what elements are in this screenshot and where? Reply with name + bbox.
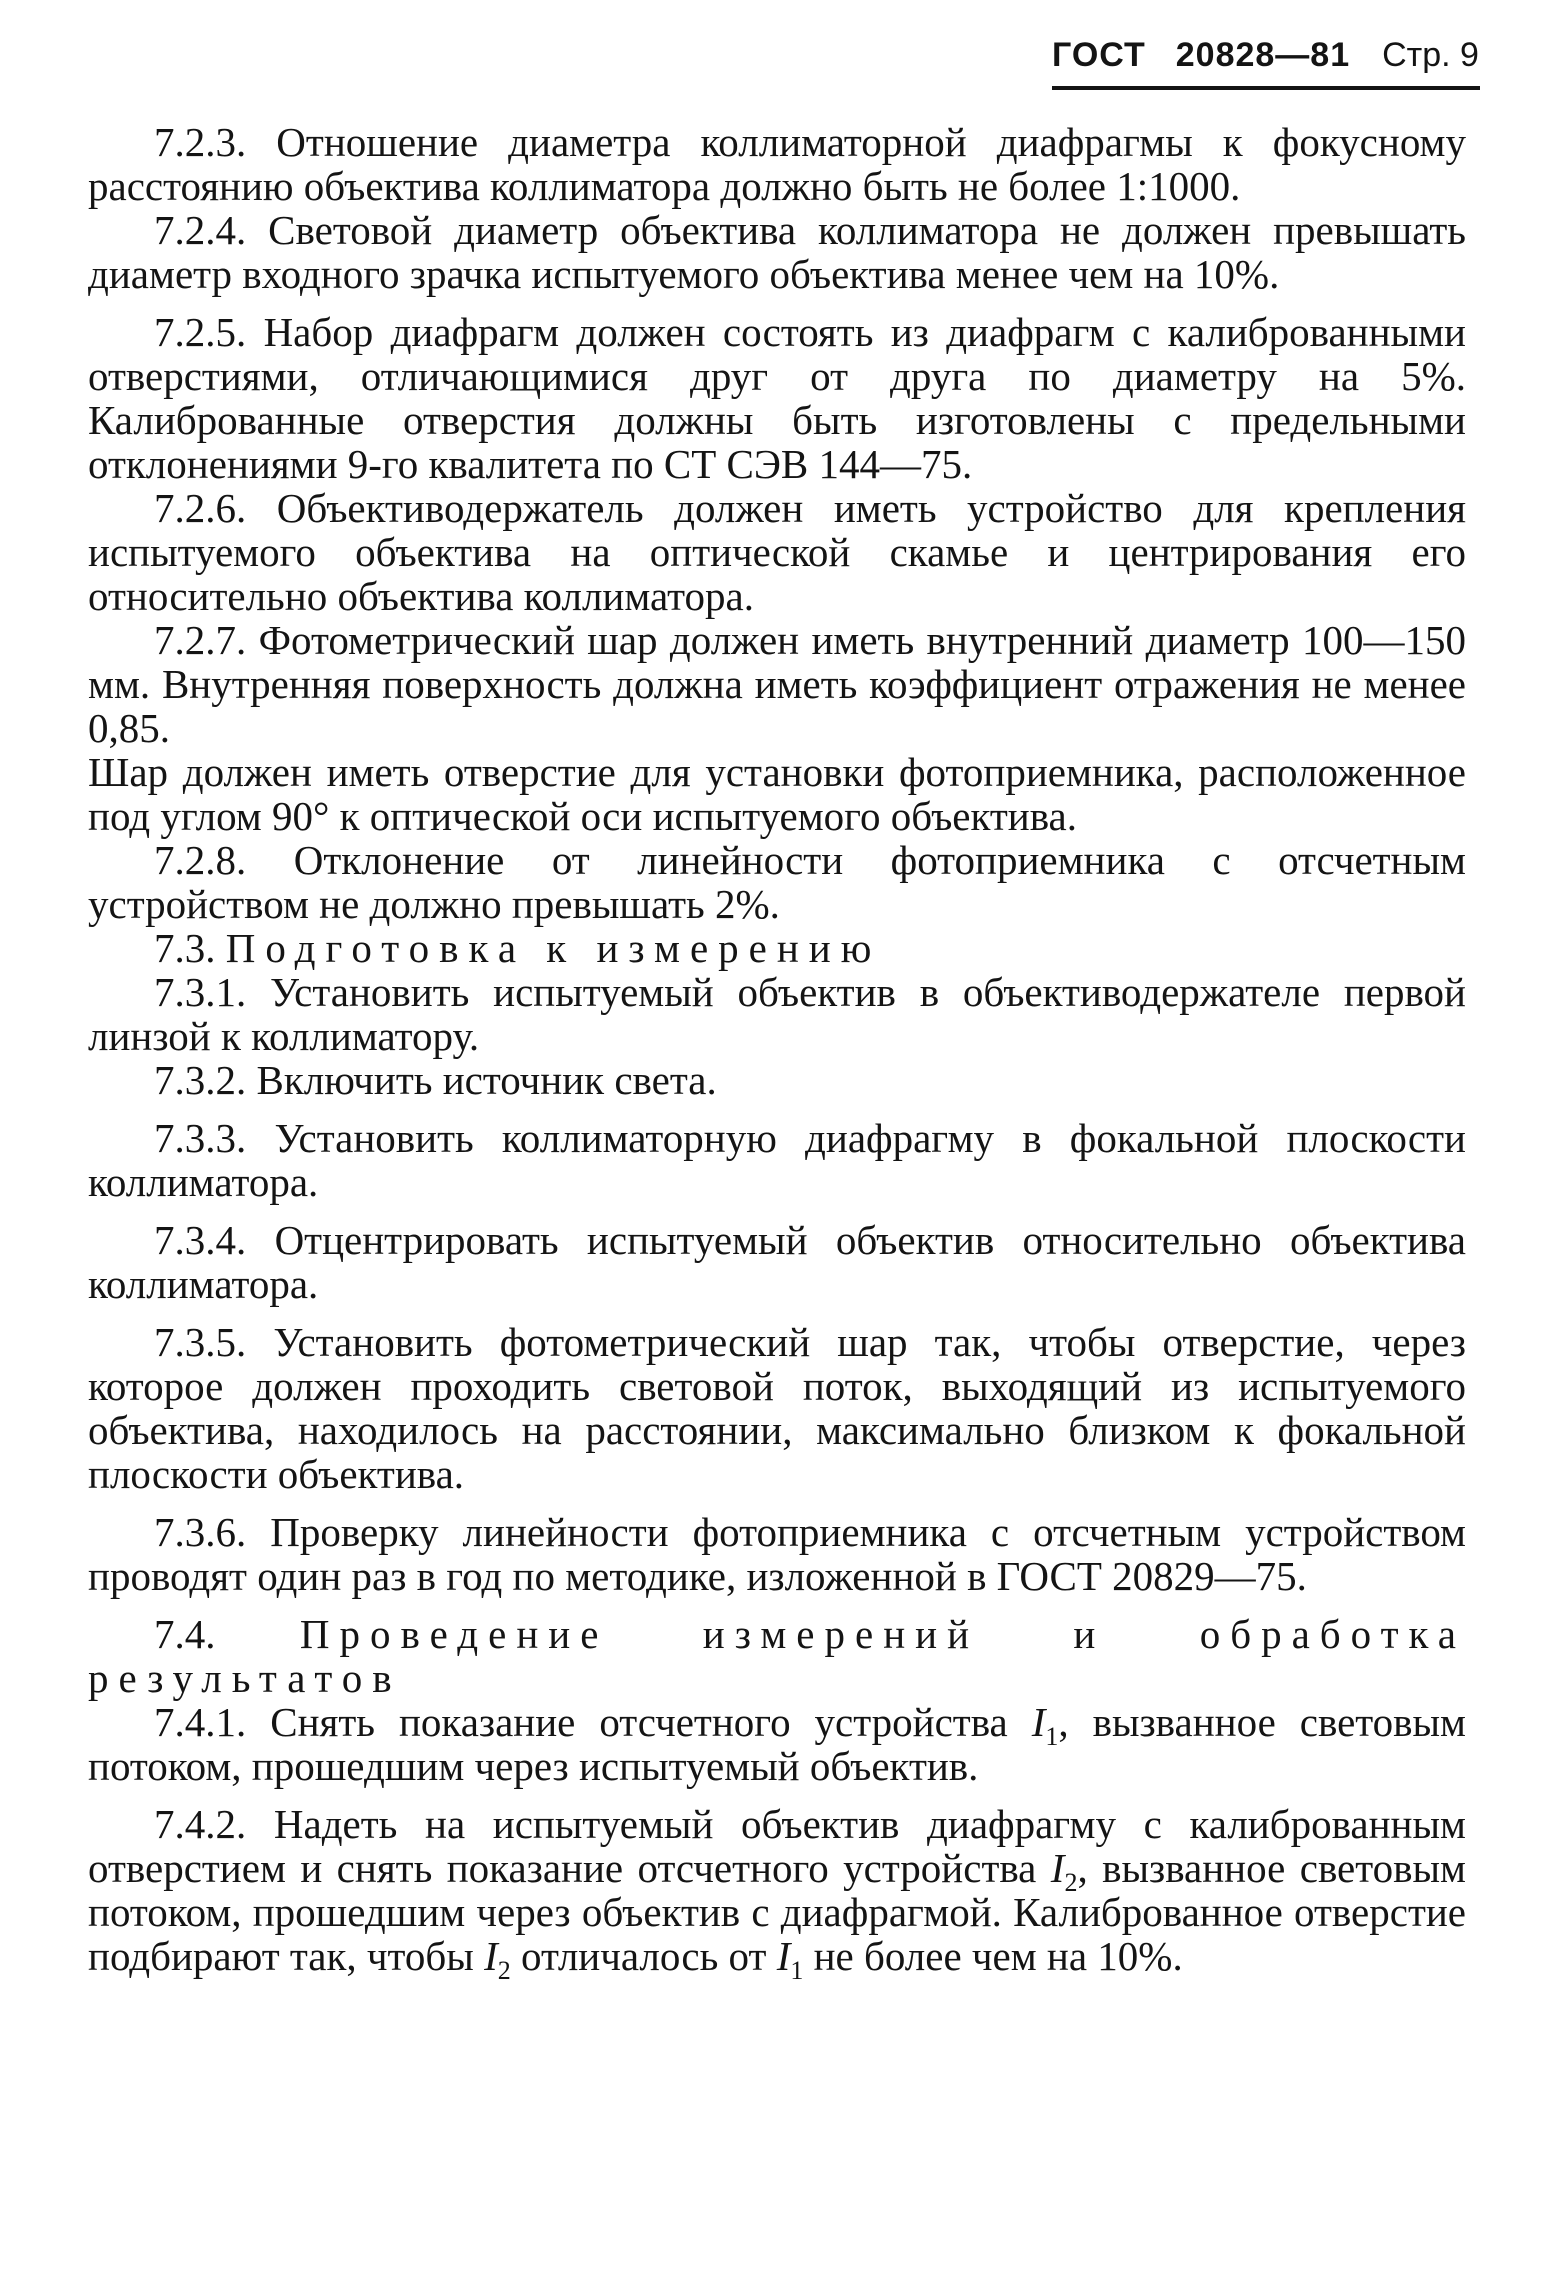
- variable-i: I: [1031, 1699, 1046, 1745]
- paragraph-7-3-3: 7.3.3. Установить коллиматорную диафрагму в фокальной плоскости коллиматора.: [88, 1115, 1466, 1205]
- paragraph-7-3-2: 7.3.2. Включить источник света.: [154, 1057, 717, 1103]
- variable-i: I: [776, 1933, 791, 1979]
- header-rule: [1052, 86, 1480, 90]
- paragraph-7-2-7-continued: Шар должен иметь отверстие для установки фотоприемника, расположенное под углом 90° к оптической оси испытуемого объектива.: [88, 749, 1466, 839]
- variable-subscript: 1: [790, 1956, 804, 1986]
- section-number: 7.4.: [154, 1611, 216, 1657]
- section-heading-7-3: [88, 926, 1466, 970]
- paragraph-7-2-4: 7.2.4. Световой диаметр объектива коллиматора не должен превышать диаметр входного зрачка испытуемого объектива менее чем на 10%.: [88, 207, 1466, 297]
- paragraph-7-2-3: 7.2.3. Отношение диаметра коллиматорной диафрагмы к фокусному расстоянию объектива коллиматора должно быть не более 1:1000.: [88, 119, 1466, 209]
- section-number: 7.3.: [154, 925, 216, 971]
- paragraph-7-2-6: 7.2.6. Объективодержатель должен иметь устройство для крепления испытуемого объектива на оптической скамье и центрирования его относительно объектива коллиматора.: [88, 485, 1466, 619]
- variable-i: I: [1050, 1845, 1065, 1891]
- paragraph-7-2-8: 7.2.8. Отклонение от линейности фотоприемника с отсчетным устройством не должно превышать 2%.: [88, 837, 1466, 927]
- variable-i: I: [484, 1933, 498, 1979]
- document-body: [88, 119, 1467, 1986]
- paragraph-7-3-4: 7.3.4. Отцентрировать испытуемый объектив относительно объектива коллиматора.: [88, 1217, 1466, 1307]
- variable-subscript: 2: [497, 1956, 511, 1986]
- paragraph-7-2-7: 7.2.7. Фотометрический шар должен иметь внутренний диаметр 100—150 мм. Внутренняя поверхность должна иметь коэффициент отражения не менее 0,85.: [88, 617, 1466, 751]
- paragraph-7-3-1: 7.3.1. Установить испытуемый объектив в объективодержателе первой линзой к коллиматору.: [88, 969, 1466, 1059]
- standard-label: ГОСТ: [1052, 36, 1146, 74]
- variable-subscript: 2: [1064, 1868, 1078, 1898]
- paragraph-7-3-6: 7.3.6. Проверку линейности фотоприемника с отсчетным устройством проводят один раз в год по методике, изложенной в ГОСТ 20829—75.: [88, 1509, 1466, 1599]
- section-title: Проведение измерений и обработка результатов: [88, 1611, 1467, 1701]
- section-heading-7-4: [88, 1612, 1466, 1700]
- paragraph-7-2-5: 7.2.5. Набор диафрагм должен состоять из диафрагм с калиброванными отверстиями, отличающимися друг от друга по диаметру на 5%. Калиброванные отверстия должны быть изготовлены с предельными отклонениями 9-го квалитета по СТ СЭВ 144—75.: [88, 309, 1466, 487]
- page-header: [1052, 36, 1480, 88]
- page-number: Стр. 9: [1382, 36, 1479, 74]
- variable-subscript: 1: [1045, 1722, 1059, 1752]
- standard-number: 20828—81: [1175, 36, 1351, 74]
- paragraph-7-4-2: 7.4.2. Надеть на испытуемый объектив диафрагму с калиброванным отверстием и снять показание отсчетного устройства $I_2$, вызванное световым потоком, прошедшим через объектив с диафрагмой. Калиброванное отверстие подбирают так, чтобы $I_2$ отличалось от $I_1$ не более чем на 10%.: [88, 1801, 1466, 1986]
- paragraph-7-3-5: 7.3.5. Установить фотометрический шар так, чтобы отверстие, через которое должен проходить световой поток, выходящий из испытуемого объектива, находилось на расстоянии, максимально близком к фокальной плоскости объектива.: [88, 1319, 1466, 1497]
- paragraph-7-4-1: 7.4.1. Снять показание отсчетного устройства $I_1$, вызванное световым потоком, прошедшим через испытуемый объектив.: [88, 1699, 1466, 1789]
- section-title: Подготовка к измерению: [225, 925, 882, 971]
